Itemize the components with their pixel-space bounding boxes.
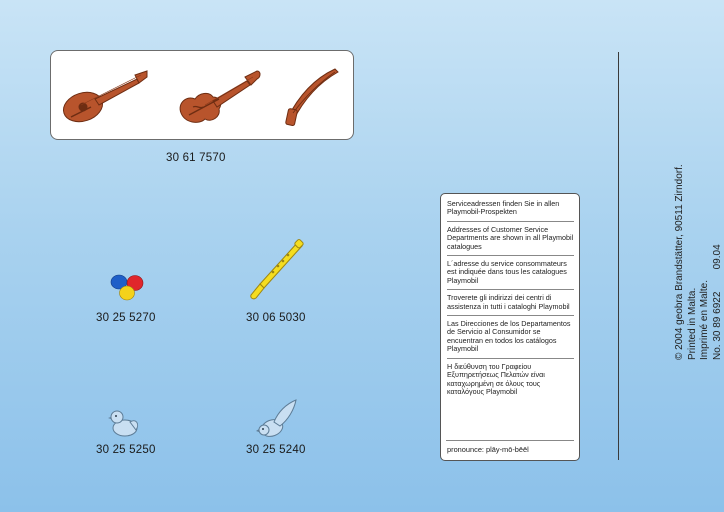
service-text-de: Serviceadressen finden Sie in allen Playmobil-Prospekten bbox=[447, 199, 560, 217]
parts-code: 30 61 7570 bbox=[166, 152, 226, 164]
vertical-divider bbox=[618, 52, 619, 460]
bow-icon bbox=[283, 63, 343, 127]
bird-flying-icon bbox=[256, 398, 300, 440]
service-info-box bbox=[440, 193, 580, 461]
service-text-fr: L´adresse du service consommateurs est indiquée dans tous les catalogues Playmobil bbox=[447, 259, 567, 285]
imprint-printed: Printed in Malta. bbox=[686, 287, 698, 360]
imprint-number: No. 30 89 6922 09.04 bbox=[711, 244, 723, 360]
divider bbox=[447, 221, 574, 222]
divider bbox=[446, 440, 574, 441]
service-text-el: Η διεύθυνση του Γραφείου Εξυπηρετήσεως Πελατών είναι καταχωρημένη σε όλους τους καταλόγους Playmobil bbox=[447, 361, 545, 396]
violin-icon bbox=[175, 69, 265, 127]
imprint-block bbox=[674, 164, 724, 360]
item-code-balls: 30 25 5270 bbox=[96, 312, 156, 324]
bird-sitting-icon bbox=[108, 408, 142, 438]
flute-icon bbox=[248, 238, 304, 302]
service-text-en: Addresses of Customer Service Departments are shown in all Playmobil catalogues bbox=[447, 224, 574, 251]
item-code-bird-flying: 30 25 5240 bbox=[246, 444, 306, 456]
item-code-flute: 30 06 5030 bbox=[246, 312, 306, 324]
divider bbox=[447, 315, 574, 316]
mandolin-icon bbox=[61, 65, 149, 127]
pronunciation: pronounce: plāy-mō-bēēl bbox=[447, 444, 529, 454]
imprint-copyright: © 2004 geobra Brandstätter, 90511 Zirndorf. bbox=[674, 164, 685, 360]
item-code-bird-sitting: 30 25 5250 bbox=[96, 444, 156, 456]
service-text-es: Las Direcciones de los Departamentos de Servicio al Consumidor se encuentran en todos los catálogos Playmobil bbox=[447, 319, 571, 354]
imprint-imprime: Imprimé en Malte. bbox=[699, 279, 710, 360]
divider bbox=[447, 358, 574, 359]
service-text-it: Troverete gli indirizzi dei centri di assistenza in tutti i cataloghi Playmobil bbox=[447, 293, 570, 311]
divider bbox=[447, 289, 574, 290]
colored-balls-icon bbox=[106, 272, 148, 302]
parts-box bbox=[50, 50, 354, 140]
divider bbox=[447, 255, 574, 256]
